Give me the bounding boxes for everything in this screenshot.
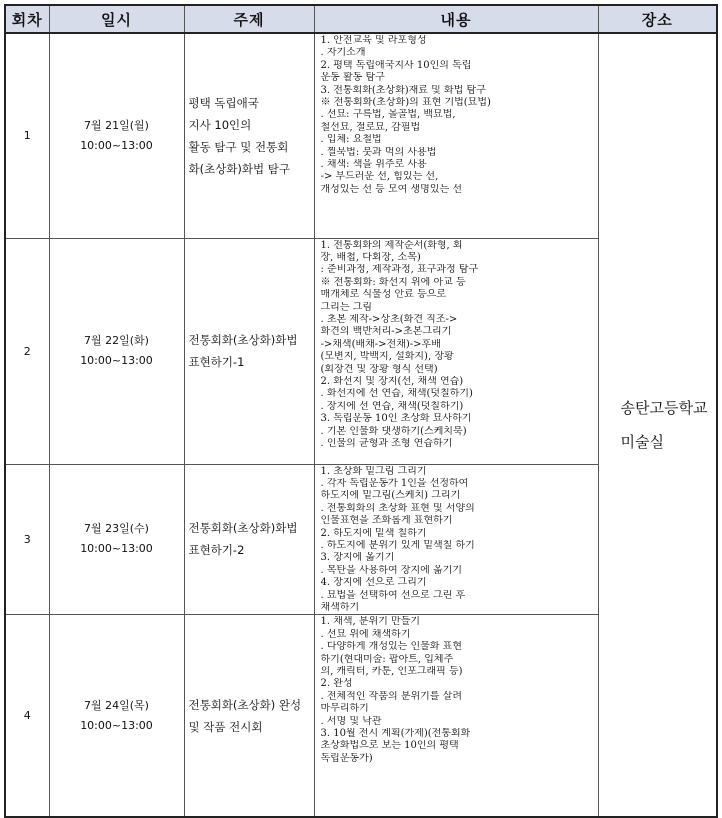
content-line: . 묘법을 선택하여 선으로 그린 후 [320, 589, 466, 601]
place-cell [598, 33, 717, 817]
session-content [314, 615, 598, 817]
content-line: ※ 전통회화: 화선지 위에 아교 등 [320, 276, 466, 288]
session-content [314, 464, 598, 615]
content-line: 의, 캐릭터, 카툰, 인포그래픽 등) [320, 666, 463, 677]
header-row [5, 5, 717, 33]
content-line: 화견의 백반처리->초본그리기 [320, 326, 452, 338]
content-line: 하기(현대미술: 팝아트, 입체주 [320, 653, 454, 665]
content-line: . 선묘: 구륵법, 몰골법, 백묘법, [320, 109, 456, 121]
topic-line: 전통회화(초상화) 완성 [188, 697, 302, 712]
content-line: . 인물의 균형과 조형 연습하기 [320, 438, 453, 449]
topic-line: 표현하기-2 [188, 543, 245, 558]
session-date: 7월 24일(목) [84, 698, 149, 712]
topic-line: 화(초상화)화법 탐구 [188, 161, 290, 176]
session-row-1 [5, 33, 717, 238]
content-line: . 선묘 위에 채색하기 [320, 628, 411, 640]
content-line: (모변지, 박백지, 설화지), 장황 [320, 351, 454, 363]
content-line: 철선묘, 절로묘, 감필법 [320, 121, 421, 133]
content-line: 1. 전통회화의 제작순서(화형, 회 [320, 239, 463, 251]
session-topic [184, 238, 314, 464]
content-line: 그리는 그림 [320, 301, 372, 313]
session-datetime [49, 238, 184, 464]
content-line: 3. 10월 전시 계획(가제)(전통회화 [320, 728, 471, 740]
content-line: 3. 전통회화(초상화)재료 및 화법 탐구 [320, 84, 486, 96]
content-line: . 각자 독립운동가 1인을 선정하여 [320, 477, 469, 489]
header-topic: 주제 [184, 5, 314, 33]
session-datetime [49, 615, 184, 817]
topic-line: 지사 10인의 [188, 117, 252, 132]
session-date: 7월 21일(월) [84, 118, 149, 132]
session-datetime [49, 33, 184, 238]
content-line: 개성있는 선 등 모여 생명있는 선 [320, 183, 462, 195]
session-time: 10:00~13:00 [80, 542, 153, 556]
content-line: . 입체: 요철법 [320, 134, 382, 146]
content-line: ->채색(배채->전채)->후배 [320, 338, 441, 350]
session-topic [184, 33, 314, 238]
content-line: 2. 완성 [320, 678, 353, 690]
content-line: 1. 안전교육 및 라포형성 [320, 35, 427, 46]
header-content: 내용 [314, 5, 598, 33]
content-line: 2. 평택 독립애국지사 10인의 독립 [320, 59, 472, 71]
content-line: 운동 활동 탐구 [320, 72, 385, 84]
content-line: 독립운동가) [320, 752, 373, 764]
session-topic [184, 464, 314, 615]
session-number: 1 [5, 33, 49, 238]
content-line: . 전통회화의 초상화 표현 및 서양의 [320, 502, 475, 514]
content-line: . 초본 제작->상초(화견 직조-> [320, 313, 458, 325]
content-line: 인물표현을 조화롭게 표현하기 [320, 515, 453, 527]
header-place: 장소 [598, 5, 717, 33]
header-datetime: 일시 [49, 5, 184, 33]
topic-line: 표현하기-1 [188, 355, 245, 369]
session-number: 4 [5, 615, 49, 817]
session-datetime [49, 464, 184, 615]
session-topic [184, 615, 314, 817]
content-line: 1. 초상화 밑그림 그리기 [320, 465, 427, 477]
content-line: : 준비과정, 제작과정, 표구과정 탐구 [320, 264, 479, 276]
content-line: 1. 채색, 분위기 만들기 [320, 616, 421, 628]
content-line: 매개체로 식물성 안료 등으로 [320, 289, 446, 301]
place-room: 미술실 [620, 432, 664, 451]
topic-line: 및 작품 전시회 [188, 719, 263, 734]
content-line: 초상화법으로 보는 10인의 평택 [320, 740, 459, 752]
content-line: 3. 장지에 옮기기 [320, 552, 395, 564]
content-line: . 화선지에 선 연습, 채색(덧칠하기) [320, 388, 473, 400]
content-line: . 목탄을 사용하여 장지에 옮기기 [320, 564, 462, 576]
content-line: . 자기소개 [320, 47, 366, 59]
content-line: . 기본 인물화 댓생하기(스케치북) [320, 425, 467, 437]
schedule-table [4, 4, 718, 818]
content-line: 장, 배첩, 다회장, 소목) [320, 251, 421, 263]
content-line: . 서명 및 낙관 [320, 715, 382, 727]
session-time: 10:00~13:00 [80, 354, 153, 367]
content-line: 4. 장지에 선으로 그리기 [320, 577, 427, 589]
content-line: 2. 화선지 및 장지(선, 채색 연습) [320, 375, 464, 387]
content-line: 하도지에 밑그림(스케치) 그리기 [320, 490, 461, 502]
content-line: . 채색: 색을 위주로 사용 [320, 159, 427, 171]
content-line: . 전체적인 작품의 분위기를 살려 [320, 690, 462, 702]
content-line: ※ 전통회화(초상화)의 표현 기법(묘법) [320, 97, 491, 109]
content-line: -> 부드러운 선, 힘있는 선, [320, 171, 439, 183]
session-content [314, 238, 598, 464]
place-school: 송탄고등학교 [620, 398, 708, 417]
content-line: . 장지에 선 연습, 채색(덧칠하기) [320, 400, 464, 412]
topic-line: 전통회화(초상화)화법 [188, 333, 298, 347]
header-session-no: 회차 [5, 5, 49, 33]
content-line: (회장견 및 장황 형식 선택) [320, 363, 438, 375]
session-content [314, 33, 598, 238]
content-line: 3. 독립운동 10인 초상화 묘사하기 [320, 413, 472, 425]
content-line: . 다양하게 개성있는 인물화 표현 [320, 641, 462, 653]
session-number: 3 [5, 464, 49, 615]
session-time: 10:00~13:00 [80, 718, 153, 732]
session-date: 7월 22일(화) [84, 334, 149, 347]
topic-line: 전통회화(초상화)화법 [188, 521, 298, 536]
topic-line: 활동 탐구 및 전통회 [188, 139, 289, 154]
session-date: 7월 23일(수) [84, 522, 149, 536]
content-line: . 찔묵법: 붓과 먹의 사용법 [320, 146, 437, 158]
content-line: 2. 하도지에 밑색 칠하기 [320, 527, 427, 539]
topic-line: 평택 독립애국 [188, 95, 259, 110]
content-line: . 하도지에 분위기 있게 밑색칠 하기 [320, 539, 475, 551]
content-line: 채색하기 [320, 601, 360, 613]
content-line: 마무리하기 [320, 703, 369, 715]
session-number: 2 [5, 238, 49, 464]
session-time: 10:00~13:00 [80, 138, 153, 152]
